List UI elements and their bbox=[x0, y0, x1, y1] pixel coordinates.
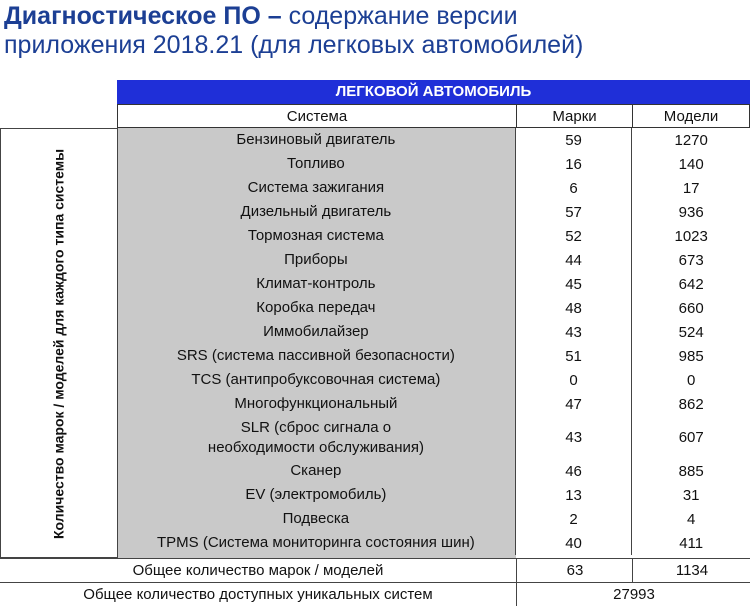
table-header-band: ЛЕГКОВОЙ АВТОМОБИЛЬ bbox=[117, 80, 750, 104]
side-label-cell bbox=[0, 128, 117, 558]
total-label: Общее количество марок / моделей bbox=[132, 562, 384, 579]
total-brands: 63 bbox=[516, 559, 633, 582]
table-row bbox=[117, 272, 750, 296]
cell-system: SLR (сброс сигнала о необходимости обслуживания) bbox=[207, 418, 425, 456]
cell-brands: 44 bbox=[515, 248, 632, 272]
cell-models: 140 bbox=[631, 152, 750, 176]
table-row bbox=[117, 392, 750, 416]
table-row bbox=[117, 483, 750, 507]
table-row bbox=[117, 320, 750, 344]
unique-label: Общее количество доступных уникальных систем bbox=[83, 586, 433, 603]
table-row bbox=[117, 176, 750, 200]
cell-brands: 52 bbox=[515, 224, 632, 248]
title-rest: содержание версии bbox=[281, 2, 518, 30]
unique-row bbox=[0, 582, 750, 606]
table-row bbox=[117, 248, 750, 272]
side-label: Количество марок / моделей для каждого типа системы bbox=[50, 148, 67, 540]
cell-system: Бензиновый двигатель bbox=[236, 131, 396, 148]
cell-brands: 45 bbox=[515, 272, 632, 296]
column-header-models: Модели bbox=[632, 104, 750, 128]
cell-models: 862 bbox=[631, 392, 750, 416]
table-row bbox=[117, 344, 750, 368]
cell-models: 885 bbox=[631, 459, 750, 483]
cell-system: TPMS (Система мониторинга состояния шин) bbox=[156, 534, 475, 551]
table-row bbox=[117, 416, 750, 459]
cell-models: 1023 bbox=[631, 224, 750, 248]
cell-models: 4 bbox=[631, 507, 750, 531]
table-row bbox=[117, 296, 750, 320]
cell-system: Сканер bbox=[290, 462, 342, 479]
table-body bbox=[117, 128, 750, 555]
cell-system: Коробка передач bbox=[256, 299, 376, 316]
cell-system: TCS (антипробуксовочная система) bbox=[191, 371, 441, 388]
page-title bbox=[4, 2, 744, 60]
cell-models: 642 bbox=[631, 272, 750, 296]
title-bold: Диагностическое ПО – bbox=[4, 2, 282, 30]
cell-system: Подвеска bbox=[282, 510, 350, 527]
cell-brands: 43 bbox=[515, 416, 632, 459]
cell-system: SRS (система пассивной безопасности) bbox=[176, 347, 455, 364]
cell-models: 411 bbox=[631, 531, 750, 555]
cell-brands: 6 bbox=[515, 176, 632, 200]
cell-models: 673 bbox=[631, 248, 750, 272]
table-row bbox=[117, 152, 750, 176]
table-row bbox=[117, 368, 750, 392]
unique-value: 27993 bbox=[516, 583, 750, 606]
cell-system: Система зажигания bbox=[247, 179, 385, 196]
cell-brands: 46 bbox=[515, 459, 632, 483]
cell-models: 17 bbox=[631, 176, 750, 200]
cell-brands: 59 bbox=[515, 128, 632, 152]
cell-system: Приборы bbox=[284, 251, 348, 268]
cell-system: EV (электромобиль) bbox=[245, 486, 387, 503]
cell-models: 31 bbox=[631, 483, 750, 507]
cell-brands: 57 bbox=[515, 200, 632, 224]
title-line-2: приложения 2018.21 (для легковых автомобилей) bbox=[4, 31, 584, 59]
cell-system: Дизельный двигатель bbox=[240, 203, 392, 220]
table-row bbox=[117, 128, 750, 152]
column-header-system: Система bbox=[117, 104, 517, 128]
cell-models: 524 bbox=[631, 320, 750, 344]
table-row bbox=[117, 200, 750, 224]
cell-models: 0 bbox=[631, 368, 750, 392]
total-row bbox=[0, 558, 750, 582]
total-models: 1134 bbox=[632, 559, 750, 582]
cell-models: 660 bbox=[631, 296, 750, 320]
cell-models: 607 bbox=[631, 416, 750, 459]
cell-system: Многофункциональный bbox=[234, 395, 398, 412]
cell-brands: 48 bbox=[515, 296, 632, 320]
cell-brands: 40 bbox=[515, 531, 632, 555]
cell-models: 1270 bbox=[631, 128, 750, 152]
cell-brands: 16 bbox=[515, 152, 632, 176]
column-header-brands: Марки bbox=[516, 104, 633, 128]
cell-models: 936 bbox=[631, 200, 750, 224]
table-row bbox=[117, 507, 750, 531]
cell-brands: 47 bbox=[515, 392, 632, 416]
table-row bbox=[117, 459, 750, 483]
cell-brands: 2 bbox=[515, 507, 632, 531]
cell-brands: 43 bbox=[515, 320, 632, 344]
cell-system: Тормозная система bbox=[247, 227, 384, 244]
cell-brands: 51 bbox=[515, 344, 632, 368]
cell-system: Иммобилайзер bbox=[263, 323, 369, 340]
cell-models: 985 bbox=[631, 344, 750, 368]
table-row bbox=[117, 224, 750, 248]
table-row bbox=[117, 531, 750, 555]
cell-brands: 0 bbox=[515, 368, 632, 392]
cell-brands: 13 bbox=[515, 483, 632, 507]
cell-system: Климат-контроль bbox=[256, 275, 376, 292]
cell-system: Топливо bbox=[287, 155, 345, 172]
